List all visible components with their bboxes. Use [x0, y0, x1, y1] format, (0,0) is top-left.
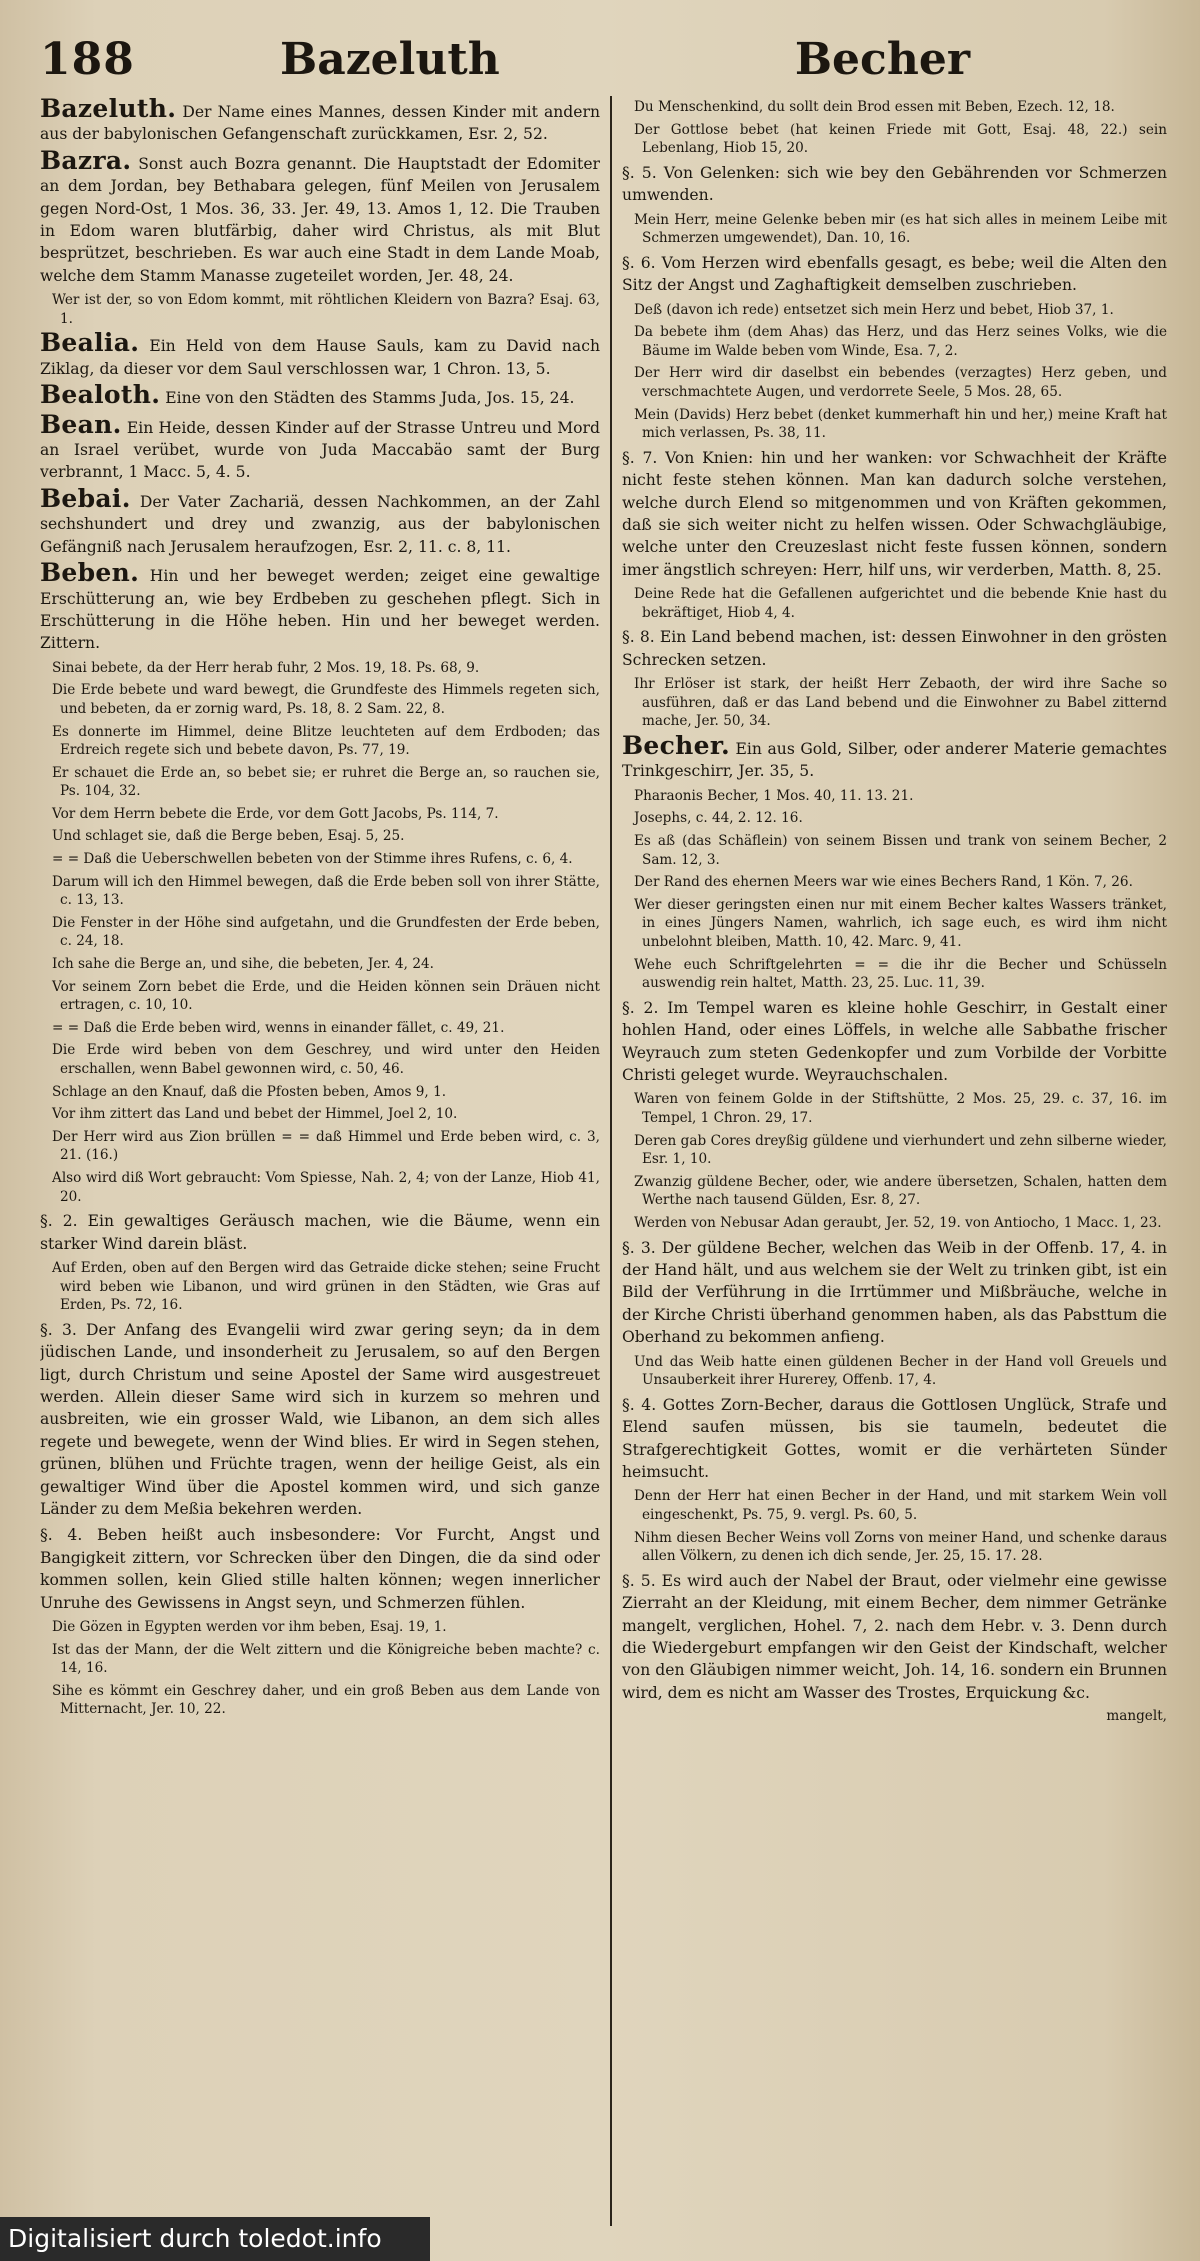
scripture-citation [622, 1353, 1167, 1390]
entry-text: Zwanzig güldene Becher, oder, wie andere übersetzen, Schalen, hatten dem Werthe nach tausend Gülden, Esr. 8, 27. [634, 1173, 1167, 1209]
scripture-citation [40, 805, 600, 824]
dictionary-entry [40, 483, 600, 558]
entry-text: Ein Heide, dessen Kinder auf der Strasse Untreu und Mord an Israel verübet, wurde von Juda Maccabäo samt der Burg verbrannt, 1 Macc. 5, 4. 5. [40, 418, 600, 482]
entry-section [622, 252, 1167, 297]
entry-text: §. 8. Ein Land bebend machen, ist: dessen Einwohner in den grösten Schrecken setzen. [622, 628, 1167, 669]
running-head-left: Bazeluth [280, 34, 500, 85]
entry-text: Nihm diesen Becher Weins voll Zorns von meiner Hand, und schenke daraus allen Völkern, zu denen ich dich sende, Jer. 25, 15. 17. 28. [634, 1529, 1167, 1565]
scripture-citation [622, 1173, 1167, 1210]
dictionary-entry [40, 98, 600, 146]
scripture-citation [622, 1214, 1167, 1233]
right-column [622, 98, 1167, 2223]
entry-headword: Bealia. [40, 328, 140, 358]
scripture-citation [40, 1259, 600, 1315]
entry-text: Der Name eines Mannes, dessen Kinder mit andern aus der babylonischen Gefangenschaft zurückkamen, Esr. 2, 52. [40, 103, 600, 144]
entry-text: Es donnerte im Himmel, deine Blitze leuchteten auf dem Erdboden; das Erdreich regete sich und bebete davon, Ps. 77, 19. [52, 723, 600, 759]
entry-text: Mein Herr, meine Gelenke beben mir (es hat sich alles in meinem Leibe mit Schmerzen umgewendet), Dan. 10, 16. [634, 211, 1167, 247]
entry-text: Die Gözen in Egypten werden vor ihm beben, Esaj. 19, 1. [52, 1619, 447, 1636]
entry-text: §. 6. Vom Herzen wird ebenfalls gesagt, es bebe; weil die Alten den Sitz der Angst und Zaghaftigkeit demselben zuschrieben. [622, 253, 1167, 295]
scripture-citation [40, 1169, 600, 1206]
entry-text: §. 4. Gottes Zorn-Becher, daraus die Gottlosen Unglück, Strafe und Elend saufen müssen, bis sie taumeln, bedeutet die Strafgerechtigkeit Gottes, womit er die verhärteten Sünder heimsucht. [622, 1395, 1167, 1481]
scripture-citation [40, 291, 600, 328]
scripture-citation [622, 121, 1167, 158]
entry-text: §. 7. Von Knien: hin und her wanken: vor Schwachheit der Kräfte nicht feste stehen können. Man kan dadurch solche verstehen, welche durch Elend so mitgenommen und von Kräften gekommen, daß sie sich weiter nicht zu helfen wissen. Oder Schwachgläubige, welche unter den Creuzeslast nicht feste fussen können, sondern imer ängstlich schreyen: Herr, hilf uns, wir verderben, Matth. 8, 25. [622, 448, 1167, 579]
entry-text: §. 4. Beben heißt auch insbesondere: Vor Furcht, Angst und Bangigkeit zittern, vor Schrecken über den Dingen, die da sind oder kommen sollen, kein Glied stille halten können; wegen innerlicher Unruhe des Gewissens in Angst seyn, und Schmerzen fühlen. [40, 1526, 600, 1612]
entry-text: Waren von feinem Golde in der Stiftshütte, 2 Mos. 25, 29. c. 37, 16. im Tempel, 1 Chron. 29, 17. [634, 1091, 1167, 1126]
entry-text: Ein aus Gold, Silber, oder anderer Materie gemachtes Trinkgeschirr, Jer. 35, 5. [622, 739, 1167, 781]
entry-text: Und schlaget sie, daß die Berge beben, Esaj. 5, 25. [52, 828, 405, 845]
scripture-citation [622, 809, 1167, 828]
scripture-citation [40, 723, 600, 760]
entry-text: §. 5. Von Gelenken: sich wie bey den Gebährenden vor Schmerzen umwenden. [622, 163, 1167, 205]
scripture-citation [622, 323, 1167, 360]
entry-section [40, 1210, 600, 1255]
scripture-citation [622, 787, 1167, 806]
entry-text: = = Daß die Ueberschwellen bebeten von der Stimme ihres Rufens, c. 6, 4. [52, 851, 573, 868]
scripture-citation [622, 896, 1167, 952]
entry-text: Schlage an den Knauf, daß die Pfosten beben, Amos 9, 1. [52, 1083, 447, 1100]
entry-text: Der Gottlose bebet (hat keinen Friede mit Gott, Esaj. 48, 22.) sein Lebenlang, Hiob 15, 20. [634, 121, 1167, 157]
entry-text: Die Erde bebete und ward bewegt, die Grundfeste des Himmels regeten sich, und bebeten, da er zornig ward, Ps. 18, 8. 2 Sam. 22, 8. [52, 682, 600, 717]
scripture-citation [40, 681, 600, 718]
entry-section [40, 1524, 600, 1614]
entry-section [622, 1570, 1167, 1704]
entry-text: Der Herr wird aus Zion brüllen = = daß Himmel und Erde beben wird, c. 3, 21. (16.) [52, 1128, 600, 1164]
entry-text: Da bebete ihm (dem Ahas) das Herz, und das Herz seines Volks, wie die Bäume im Walde beben vom Winde, Esa. 7, 2. [634, 324, 1167, 359]
scripture-citation [622, 873, 1167, 892]
entry-section [622, 626, 1167, 671]
entry-text: Wer ist der, so von Edom kommt, mit röhtlichen Kleidern von Bazra? Esaj. 63, 1. [52, 292, 600, 327]
scripture-citation [622, 1132, 1167, 1169]
scripture-citation [40, 873, 600, 910]
entry-text: Ist das der Mann, der die Welt zittern und die Königreiche beben machte? c. 14, 16. [52, 1641, 600, 1677]
entry-text: Sonst auch Bozra genannt. Die Hauptstadt der Edomiter an dem Jordan, bey Bethabara gelegen, fünf Meilen von Jerusalem gegen Nord-Ost, 1 Mos. 36, 33. Jer. 49, 13. Amos 1, 12. Die Trauben in Edom waren blutfärbig, daher wird Christus, als mit Blut besprützet, beschrieben. Es war auch eine Stadt in dem Lande Moab, welche dem Stamm Manasse zugeteilet worden, Jer. 48, 24. [40, 154, 600, 285]
entry-text: Der Rand des ehernen Meers war wie eines Bechers Rand, 1 Kön. 7, 26. [634, 874, 1133, 891]
entry-section [622, 162, 1167, 207]
entry-text: §. 3. Der güldene Becher, welchen das Weib in der Offenb. 17, 4. in der Hand hält, und aus welchem sie der Welt zu trinken gibt, ist ein Bild der Verführung in die Irrtümmer und Mißbräuche, welche in der Kirche Christi überhand genommen haben, als das Pabsttum die Oberhand zu bekommen anfieng. [622, 1238, 1167, 1347]
entry-text: Der Herr wird dir daselbst ein bebendes (verzagtes) Herz geben, und verschmachtete Augen, und verdorrete Seele, 5 Mos. 28, 65. [634, 365, 1167, 400]
entry-headword: Bean. [40, 409, 122, 439]
digitization-banner: Digitalisiert durch toledot.info [0, 2217, 430, 2261]
entry-text: Ich sahe die Berge an, und sihe, die bebeten, Jer. 4, 24. [52, 956, 434, 973]
scripture-citation [622, 1487, 1167, 1524]
scripture-citation [40, 1083, 600, 1102]
running-head-right: Becher [794, 34, 970, 85]
scripture-citation [622, 1090, 1167, 1127]
entry-text: Mein (Davids) Herz bebet (denket kummerhaft hin und her,) meine Kraft hat mich verlassen, Ps. 38, 11. [634, 406, 1167, 442]
entry-text: Deß (davon ich rede) entsetzet sich mein Herz und bebet, Hiob 37, 1. [634, 301, 1114, 318]
entry-text: Und das Weib hatte einen güldenen Becher in der Hand voll Greuels und Unsauberkeit ihrer Hurerey, Offenb. 17, 4. [634, 1353, 1167, 1389]
entry-text: Ein Held von dem Hause Sauls, kam zu David nach Ziklag, da dieser vor dem Saul verschlossen war, 1 Chron. 13, 5. [40, 337, 600, 378]
scripture-citation [40, 764, 600, 801]
dictionary-entry [40, 380, 600, 410]
entry-headword: Bazeluth. [40, 98, 177, 123]
entry-text: Vor seinem Zorn bebet die Erde, und die Heiden können sein Dräuen nicht ertragen, c. 10, 10. [52, 978, 600, 1014]
entry-text: Auf Erden, oben auf den Bergen wird das Getraide dicke stehen; seine Frucht wird beben wie Libanon, und wird grünen in den Städten, wie Gras auf Erden, Ps. 72, 16. [52, 1259, 600, 1314]
entry-text: Vor ihm zittert das Land und bebet der Himmel, Joel 2, 10. [52, 1106, 458, 1123]
catchword: mangelt, [1106, 1708, 1167, 1725]
entry-text: Die Fenster in der Höhe sind aufgetahn, und die Grundfesten der Erde beben, c. 24, 18. [52, 914, 600, 950]
entry-text: Sinai bebete, da der Herr herab fuhr, 2 Mos. 19, 18. Ps. 68, 9. [52, 659, 480, 676]
scripture-citation [622, 956, 1167, 993]
entry-section [40, 1319, 600, 1521]
scripture-citation [622, 364, 1167, 401]
dictionary-entry [40, 328, 600, 380]
entry-text: Werden von Nebusar Adan geraubt, Jer. 52, 19. von Antiocho, 1 Macc. 1, 23. [634, 1214, 1162, 1231]
entry-text: §. 3. Der Anfang des Evangelii wird zwar gering seyn; da in dem jüdischen Lande, und insonderheit zu Jerusalem, so auf den Bergen ligt, durch Christum und seine Apostel der Same wird ausgestreuet werden. Allein dieser Same wird sich in kurzem so mehren und ausbreiten, wie ein grosser Wald, wie Libanon, an dem sich alles regete und bewegete, wenn der Wind blies. Er wird in Segen stehen, grünen, blühen und Früchte tragen, wenn der heilige Geist, als ein gewaltiger Wind über die Apostel kommen wird, und sich ganze Länder zu dem Meßia bekehren werden. [40, 1320, 600, 1518]
entry-text: Pharaonis Becher, 1 Mos. 40, 11. 13. 21. [634, 787, 914, 804]
scripture-citation [40, 659, 600, 678]
entry-text: Eine von den Städten des Stamms Juda, Jos. 15, 24. [165, 389, 575, 408]
dictionary-entry [40, 145, 600, 287]
scripture-citation [622, 301, 1167, 320]
scripture-citation [40, 1618, 600, 1637]
column-divider [610, 96, 612, 2226]
entry-headword: Bazra. [40, 145, 132, 175]
scripture-citation [40, 978, 600, 1015]
left-column [40, 98, 600, 2223]
entry-text: Wer dieser geringsten einen nur mit einem Becher kaltes Wassers tränket, in eines Jüngers Namen, wahrlich, ich sage euch, es wird ihm nicht unbelohnt bleiben, Matth. 10, 42. Marc. 9, 41. [634, 896, 1167, 950]
scripture-citation [40, 1019, 600, 1038]
page-number: 188 [40, 34, 135, 85]
entry-headword: Becher. [622, 730, 731, 760]
scripture-citation [622, 98, 1167, 117]
entry-text: §. 5. Es wird auch der Nabel der Braut, oder vielmehr eine gewisse Zierraht an der Kleidung, mit einem Becher, dem nimmer Getränke mangelt, verglichen, Hohel. 7, 2. nach dem Hebr. v. 3. Denn durch die Wiedergeburt empfangen wir den Geist der Kindschaft, welcher von den Gläubigen nimmer weicht, Joh. 14, 16. sondern ein Brunnen wird, dem es nicht am Wasser des Trostes, Erquickung &c. [622, 1571, 1167, 1702]
entry-text: Er schauet die Erde an, so bebet sie; er ruhret die Berge an, so rauchen sie, Ps. 104, 32. [52, 764, 600, 800]
scripture-citation [40, 914, 600, 951]
dictionary-entry [40, 409, 600, 484]
entry-text: Also wird diß Wort gebraucht: Vom Spiesse, Nah. 2, 4; von der Lanze, Hiob 41, 20. [52, 1169, 600, 1205]
entry-text: Ihr Erlöser ist stark, der heißt Herr Zebaoth, der wird ihre Sache so ausführen, daß er das Land bebend und die Einwohner zu Babel zitternd mache, Jer. 50, 34. [634, 676, 1167, 730]
entry-text: Deine Rede hat die Gefallenen aufgerichtet und die bebende Knie hast du bekräftiget, Hiob 4, 4. [634, 586, 1167, 621]
scripture-citation [622, 675, 1167, 731]
entry-text: Die Erde wird beben von dem Geschrey, und wird unter den Heiden erschallen, wenn Babel gewonnen wird, c. 50, 46. [52, 1042, 600, 1077]
entry-text: §. 2. Ein gewaltiges Geräusch machen, wie die Bäume, wenn ein starker Wind darein bläst. [40, 1212, 600, 1253]
entry-headword: Bebai. [40, 483, 131, 513]
scripture-citation [40, 827, 600, 846]
entry-text: Darum will ich den Himmel bewegen, daß die Erde beben soll von ihrer Stätte, c. 13, 13. [52, 873, 600, 909]
entry-text: §. 2. Im Tempel waren es kleine hohle Geschirr, in Gestalt einer hohlen Hand, oder eines Löffels, in welche alle Sabbathe frischer Weyrauch zum steten Gedenkopfer und zum Vorbilde der Vorbitte Christi geleget wurde. Weyrauchschalen. [622, 998, 1167, 1084]
entry-section [622, 997, 1167, 1087]
entry-text: Wehe euch Schriftgelehrten = = die ihr die Becher und Schüsseln auswendig rein haltet, Matth. 23, 25. Luc. 11, 39. [634, 956, 1167, 992]
scripture-citation [40, 1641, 600, 1678]
entry-text: Es aß (das Schäflein) von seinem Bissen und trank von seinem Becher, 2 Sam. 12, 3. [634, 832, 1167, 868]
scripture-citation [40, 955, 600, 974]
scripture-citation [40, 850, 600, 869]
entry-section [622, 1237, 1167, 1349]
page-header [40, 28, 1160, 102]
entry-headword: Beben. [40, 558, 140, 588]
entry-text: Du Menschenkind, du sollt dein Brod essen mit Beben, Ezech. 12, 18. [634, 99, 1115, 115]
entry-text: Deren gab Cores dreyßig güldene und vierhundert und zehn silberne wieder, Esr. 1, 10. [634, 1132, 1167, 1168]
scripture-citation [622, 585, 1167, 622]
scripture-citation [622, 832, 1167, 869]
dictionary-entry [622, 730, 1167, 783]
entry-text: Vor dem Herrn bebete die Erde, vor dem Gott Jacobs, Ps. 114, 7. [52, 805, 499, 822]
scripture-citation [40, 1128, 600, 1165]
entry-text: Josephs, c. 44, 2. 12. 16. [634, 810, 803, 827]
scripture-citation [622, 211, 1167, 248]
dictionary-entry [40, 558, 600, 655]
entry-text: Hin und her beweget werden; zeiget eine gewaltige Erschütterung an, wie bey Erdbeben zu geschehen pflegt. Sich in Erschütterung in die Höhe heben. Hin und her beweget werden. Zittern. [40, 567, 600, 653]
entry-text: Der Vater Zachariä, dessen Nachkommen, an der Zahl sechshundert und drey und zwanzig, aus der babylonischen Gefängniß nach Jerusalem heraufzogen, Esr. 2, 11. c. 8, 11. [40, 492, 600, 556]
entry-section [622, 447, 1167, 581]
entry-text: Sihe es kömmt ein Geschrey daher, und ein groß Beben aus dem Lande von Mitternacht, Jer. 10, 22. [52, 1682, 600, 1718]
entry-section [622, 1394, 1167, 1484]
scripture-citation [622, 406, 1167, 443]
scripture-citation [40, 1105, 600, 1124]
entry-text: = = Daß die Erde beben wird, wenns in einander fället, c. 49, 21. [52, 1019, 505, 1036]
entry-text: Denn der Herr hat einen Becher in der Hand, und mit starkem Wein voll eingeschenkt, Ps. 75, 9. vergl. Ps. 60, 5. [634, 1488, 1167, 1523]
entry-headword: Bealoth. [40, 380, 161, 410]
scripture-citation [40, 1041, 600, 1078]
scripture-citation [622, 1529, 1167, 1566]
scripture-citation [40, 1682, 600, 1719]
